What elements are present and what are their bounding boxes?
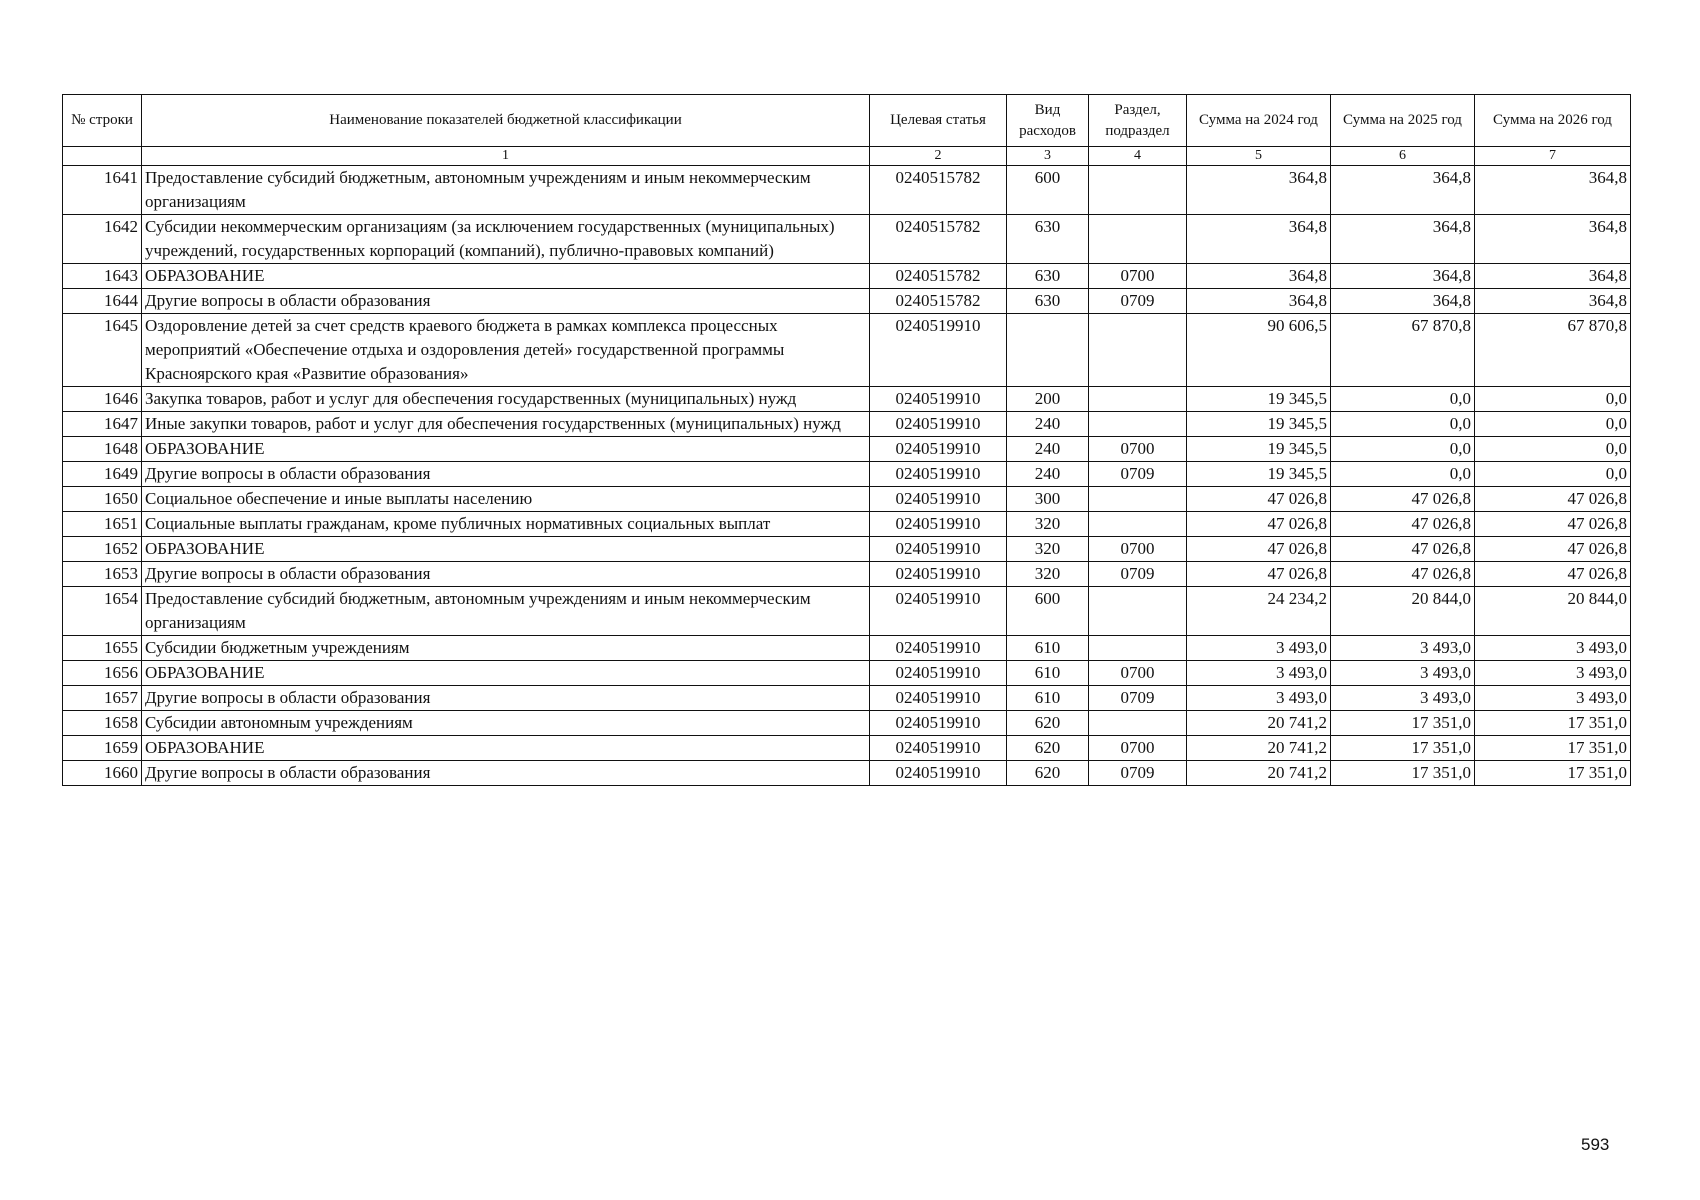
row-sum-2024: 24 234,2: [1187, 587, 1331, 636]
row-sum-2024: 19 345,5: [1187, 412, 1331, 437]
table-row: [63, 166, 1631, 215]
row-sum-2026: 3 493,0: [1475, 686, 1631, 711]
row-sum-2024: 19 345,5: [1187, 462, 1331, 487]
row-number: 1646: [63, 387, 142, 412]
table-row: [63, 462, 1631, 487]
table-row: [63, 264, 1631, 289]
row-section: [1089, 387, 1187, 412]
row-section: 0700: [1089, 437, 1187, 462]
row-target-article: 0240519910: [870, 661, 1007, 686]
row-number: 1655: [63, 636, 142, 661]
row-name: Предоставление субсидий бюджетным, автономным учреждениям и иным некоммерческим организациям: [142, 587, 870, 636]
table-row: [63, 587, 1631, 636]
column-number-row: [63, 147, 1631, 166]
row-expense-type: 630: [1007, 264, 1089, 289]
page-number: 593: [1581, 1135, 1610, 1154]
table-row: [63, 711, 1631, 736]
row-number: 1648: [63, 437, 142, 462]
header-row: [63, 95, 1631, 147]
header-target: Целевая статья: [870, 95, 1007, 147]
row-sum-2025: 364,8: [1331, 264, 1475, 289]
row-name: Закупка товаров, работ и услуг для обеспечения государственных (муниципальных) нужд: [142, 387, 870, 412]
row-target-article: 0240519910: [870, 462, 1007, 487]
row-target-article: 0240519910: [870, 562, 1007, 587]
row-sum-2025: 0,0: [1331, 437, 1475, 462]
row-sum-2025: 47 026,8: [1331, 512, 1475, 537]
row-section: [1089, 412, 1187, 437]
header-sum-2026: Сумма на 2026 год: [1475, 95, 1631, 147]
table-row: [63, 562, 1631, 587]
row-target-article: 0240519910: [870, 314, 1007, 387]
row-name: Другие вопросы в области образования: [142, 562, 870, 587]
row-name: ОБРАЗОВАНИЕ: [142, 661, 870, 686]
row-sum-2026: 20 844,0: [1475, 587, 1631, 636]
column-number: 1: [142, 147, 870, 166]
row-section: [1089, 512, 1187, 537]
row-section: 0700: [1089, 537, 1187, 562]
row-expense-type: 610: [1007, 661, 1089, 686]
row-name: Другие вопросы в области образования: [142, 761, 870, 786]
row-target-article: 0240519910: [870, 587, 1007, 636]
row-target-article: 0240515782: [870, 289, 1007, 314]
row-target-article: 0240519910: [870, 412, 1007, 437]
row-expense-type: 630: [1007, 215, 1089, 264]
row-name: Иные закупки товаров, работ и услуг для обеспечения государственных (муниципальных) нужд: [142, 412, 870, 437]
row-number: 1649: [63, 462, 142, 487]
row-expense-type: 620: [1007, 736, 1089, 761]
row-target-article: 0240519910: [870, 537, 1007, 562]
row-sum-2025: 47 026,8: [1331, 562, 1475, 587]
row-sum-2025: 0,0: [1331, 412, 1475, 437]
row-sum-2024: 19 345,5: [1187, 437, 1331, 462]
row-name: Социальные выплаты гражданам, кроме публичных нормативных социальных выплат: [142, 512, 870, 537]
row-expense-type: 200: [1007, 387, 1089, 412]
row-sum-2025: 47 026,8: [1331, 487, 1475, 512]
row-sum-2026: 47 026,8: [1475, 487, 1631, 512]
row-sum-2024: 20 741,2: [1187, 761, 1331, 786]
row-expense-type: 320: [1007, 562, 1089, 587]
row-number: 1642: [63, 215, 142, 264]
row-section: 0700: [1089, 736, 1187, 761]
row-number: 1643: [63, 264, 142, 289]
row-expense-type: 320: [1007, 512, 1089, 537]
row-number: 1645: [63, 314, 142, 387]
row-name: Другие вопросы в области образования: [142, 289, 870, 314]
table-row: [63, 289, 1631, 314]
row-number: 1658: [63, 711, 142, 736]
row-sum-2024: 47 026,8: [1187, 512, 1331, 537]
row-sum-2026: 0,0: [1475, 387, 1631, 412]
row-sum-2024: 3 493,0: [1187, 636, 1331, 661]
row-target-article: 0240519910: [870, 487, 1007, 512]
row-sum-2026: 47 026,8: [1475, 562, 1631, 587]
column-number: 3: [1007, 147, 1089, 166]
row-target-article: 0240519910: [870, 686, 1007, 711]
row-number: 1652: [63, 537, 142, 562]
row-target-article: 0240519910: [870, 636, 1007, 661]
row-expense-type: 610: [1007, 636, 1089, 661]
row-sum-2024: 47 026,8: [1187, 487, 1331, 512]
row-sum-2026: 0,0: [1475, 462, 1631, 487]
table-row: [63, 761, 1631, 786]
row-expense-type: 620: [1007, 761, 1089, 786]
row-sum-2024: 19 345,5: [1187, 387, 1331, 412]
column-number: 6: [1331, 147, 1475, 166]
column-number: 2: [870, 147, 1007, 166]
row-target-article: 0240519910: [870, 736, 1007, 761]
row-section: [1089, 636, 1187, 661]
row-target-article: 0240515782: [870, 264, 1007, 289]
row-sum-2026: 47 026,8: [1475, 512, 1631, 537]
row-name: Субсидии автономным учреждениям: [142, 711, 870, 736]
row-sum-2025: 0,0: [1331, 387, 1475, 412]
row-expense-type: 320: [1007, 537, 1089, 562]
table-row: [63, 215, 1631, 264]
row-sum-2026: 364,8: [1475, 166, 1631, 215]
row-name: ОБРАЗОВАНИЕ: [142, 437, 870, 462]
budget-table: [62, 94, 1631, 786]
row-number: 1653: [63, 562, 142, 587]
row-number: 1650: [63, 487, 142, 512]
row-section: 0709: [1089, 562, 1187, 587]
table-row: [63, 736, 1631, 761]
header-sum-2024: Сумма на 2024 год: [1187, 95, 1331, 147]
row-target-article: 0240519910: [870, 387, 1007, 412]
table-row: [63, 387, 1631, 412]
row-sum-2025: 3 493,0: [1331, 686, 1475, 711]
table-row: [63, 537, 1631, 562]
row-number: 1659: [63, 736, 142, 761]
row-sum-2024: 3 493,0: [1187, 661, 1331, 686]
row-section: 0709: [1089, 462, 1187, 487]
row-section: [1089, 711, 1187, 736]
row-sum-2026: 364,8: [1475, 264, 1631, 289]
row-section: [1089, 487, 1187, 512]
row-target-article: 0240515782: [870, 215, 1007, 264]
row-section: [1089, 215, 1187, 264]
row-sum-2025: 17 351,0: [1331, 761, 1475, 786]
row-expense-type: 600: [1007, 587, 1089, 636]
row-sum-2026: 364,8: [1475, 289, 1631, 314]
row-name: Оздоровление детей за счет средств краевого бюджета в рамках комплекса процессных мероприятий «Обеспечение отдыха и оздоровления детей» государственной программы Красноярского края «Развитие образования»: [142, 314, 870, 387]
column-number: 5: [1187, 147, 1331, 166]
row-sum-2024: 364,8: [1187, 289, 1331, 314]
table-header: [63, 95, 1631, 147]
row-sum-2025: 17 351,0: [1331, 736, 1475, 761]
row-sum-2024: 3 493,0: [1187, 686, 1331, 711]
row-target-article: 0240519910: [870, 437, 1007, 462]
row-number: 1644: [63, 289, 142, 314]
row-section: 0709: [1089, 289, 1187, 314]
table-row: [63, 661, 1631, 686]
header-row-no: № строки: [63, 95, 142, 147]
row-section: [1089, 587, 1187, 636]
row-number: 1654: [63, 587, 142, 636]
row-expense-type: 240: [1007, 437, 1089, 462]
row-sum-2026: 364,8: [1475, 215, 1631, 264]
row-sum-2025: 3 493,0: [1331, 636, 1475, 661]
row-number: 1660: [63, 761, 142, 786]
row-sum-2026: 0,0: [1475, 412, 1631, 437]
row-target-article: 0240519910: [870, 761, 1007, 786]
row-expense-type: 240: [1007, 462, 1089, 487]
row-target-article: 0240519910: [870, 512, 1007, 537]
row-name: Субсидии некоммерческим организациям (за исключением государственных (муниципальных) учреждений, государственных корпораций (компаний), публично-правовых компаний): [142, 215, 870, 264]
row-section: 0709: [1089, 686, 1187, 711]
column-number: 4: [1089, 147, 1187, 166]
row-section: 0700: [1089, 264, 1187, 289]
header-name: Наименование показателей бюджетной классификации: [142, 95, 870, 147]
row-sum-2024: 20 741,2: [1187, 711, 1331, 736]
row-sum-2024: 90 606,5: [1187, 314, 1331, 387]
row-name: Другие вопросы в области образования: [142, 462, 870, 487]
row-sum-2025: 47 026,8: [1331, 537, 1475, 562]
row-name: Другие вопросы в области образования: [142, 686, 870, 711]
row-section: [1089, 166, 1187, 215]
row-sum-2026: 3 493,0: [1475, 636, 1631, 661]
row-section: 0700: [1089, 661, 1187, 686]
column-number: 7: [1475, 147, 1631, 166]
row-sum-2025: 364,8: [1331, 215, 1475, 264]
row-expense-type: 240: [1007, 412, 1089, 437]
header-section: Раздел, подраздел: [1089, 95, 1187, 147]
table-row: [63, 487, 1631, 512]
row-sum-2024: 47 026,8: [1187, 562, 1331, 587]
row-sum-2026: 0,0: [1475, 437, 1631, 462]
table-row: [63, 636, 1631, 661]
row-target-article: 0240519910: [870, 711, 1007, 736]
row-name: ОБРАЗОВАНИЕ: [142, 537, 870, 562]
row-number: 1657: [63, 686, 142, 711]
row-name: ОБРАЗОВАНИЕ: [142, 736, 870, 761]
row-expense-type: [1007, 314, 1089, 387]
table-row: [63, 437, 1631, 462]
row-expense-type: 620: [1007, 711, 1089, 736]
row-sum-2024: 364,8: [1187, 264, 1331, 289]
table-row: [63, 686, 1631, 711]
row-name: Субсидии бюджетным учреждениям: [142, 636, 870, 661]
table-row: [63, 512, 1631, 537]
table-body: [63, 147, 1631, 786]
row-target-article: 0240515782: [870, 166, 1007, 215]
row-name: Предоставление субсидий бюджетным, автономным учреждениям и иным некоммерческим организациям: [142, 166, 870, 215]
row-section: [1089, 314, 1187, 387]
row-sum-2025: 67 870,8: [1331, 314, 1475, 387]
row-number: 1647: [63, 412, 142, 437]
row-section: 0709: [1089, 761, 1187, 786]
row-sum-2024: 364,8: [1187, 215, 1331, 264]
row-sum-2025: 364,8: [1331, 166, 1475, 215]
row-name: ОБРАЗОВАНИЕ: [142, 264, 870, 289]
row-sum-2025: 17 351,0: [1331, 711, 1475, 736]
table-row: [63, 314, 1631, 387]
row-sum-2024: 47 026,8: [1187, 537, 1331, 562]
row-sum-2026: 17 351,0: [1475, 736, 1631, 761]
row-sum-2025: 3 493,0: [1331, 661, 1475, 686]
row-name: Социальное обеспечение и иные выплаты населению: [142, 487, 870, 512]
row-expense-type: 300: [1007, 487, 1089, 512]
row-number: 1641: [63, 166, 142, 215]
row-number: 1656: [63, 661, 142, 686]
header-expense-type: Вид расходов: [1007, 95, 1089, 147]
column-number: [63, 147, 142, 166]
row-sum-2025: 0,0: [1331, 462, 1475, 487]
row-sum-2026: 47 026,8: [1475, 537, 1631, 562]
row-sum-2024: 364,8: [1187, 166, 1331, 215]
row-sum-2024: 20 741,2: [1187, 736, 1331, 761]
row-expense-type: 630: [1007, 289, 1089, 314]
row-sum-2025: 20 844,0: [1331, 587, 1475, 636]
row-expense-type: 610: [1007, 686, 1089, 711]
row-number: 1651: [63, 512, 142, 537]
row-sum-2026: 67 870,8: [1475, 314, 1631, 387]
row-sum-2025: 364,8: [1331, 289, 1475, 314]
header-sum-2025: Сумма на 2025 год: [1331, 95, 1475, 147]
row-sum-2026: 17 351,0: [1475, 711, 1631, 736]
row-expense-type: 600: [1007, 166, 1089, 215]
row-sum-2026: 17 351,0: [1475, 761, 1631, 786]
row-sum-2026: 3 493,0: [1475, 661, 1631, 686]
table-row: [63, 412, 1631, 437]
